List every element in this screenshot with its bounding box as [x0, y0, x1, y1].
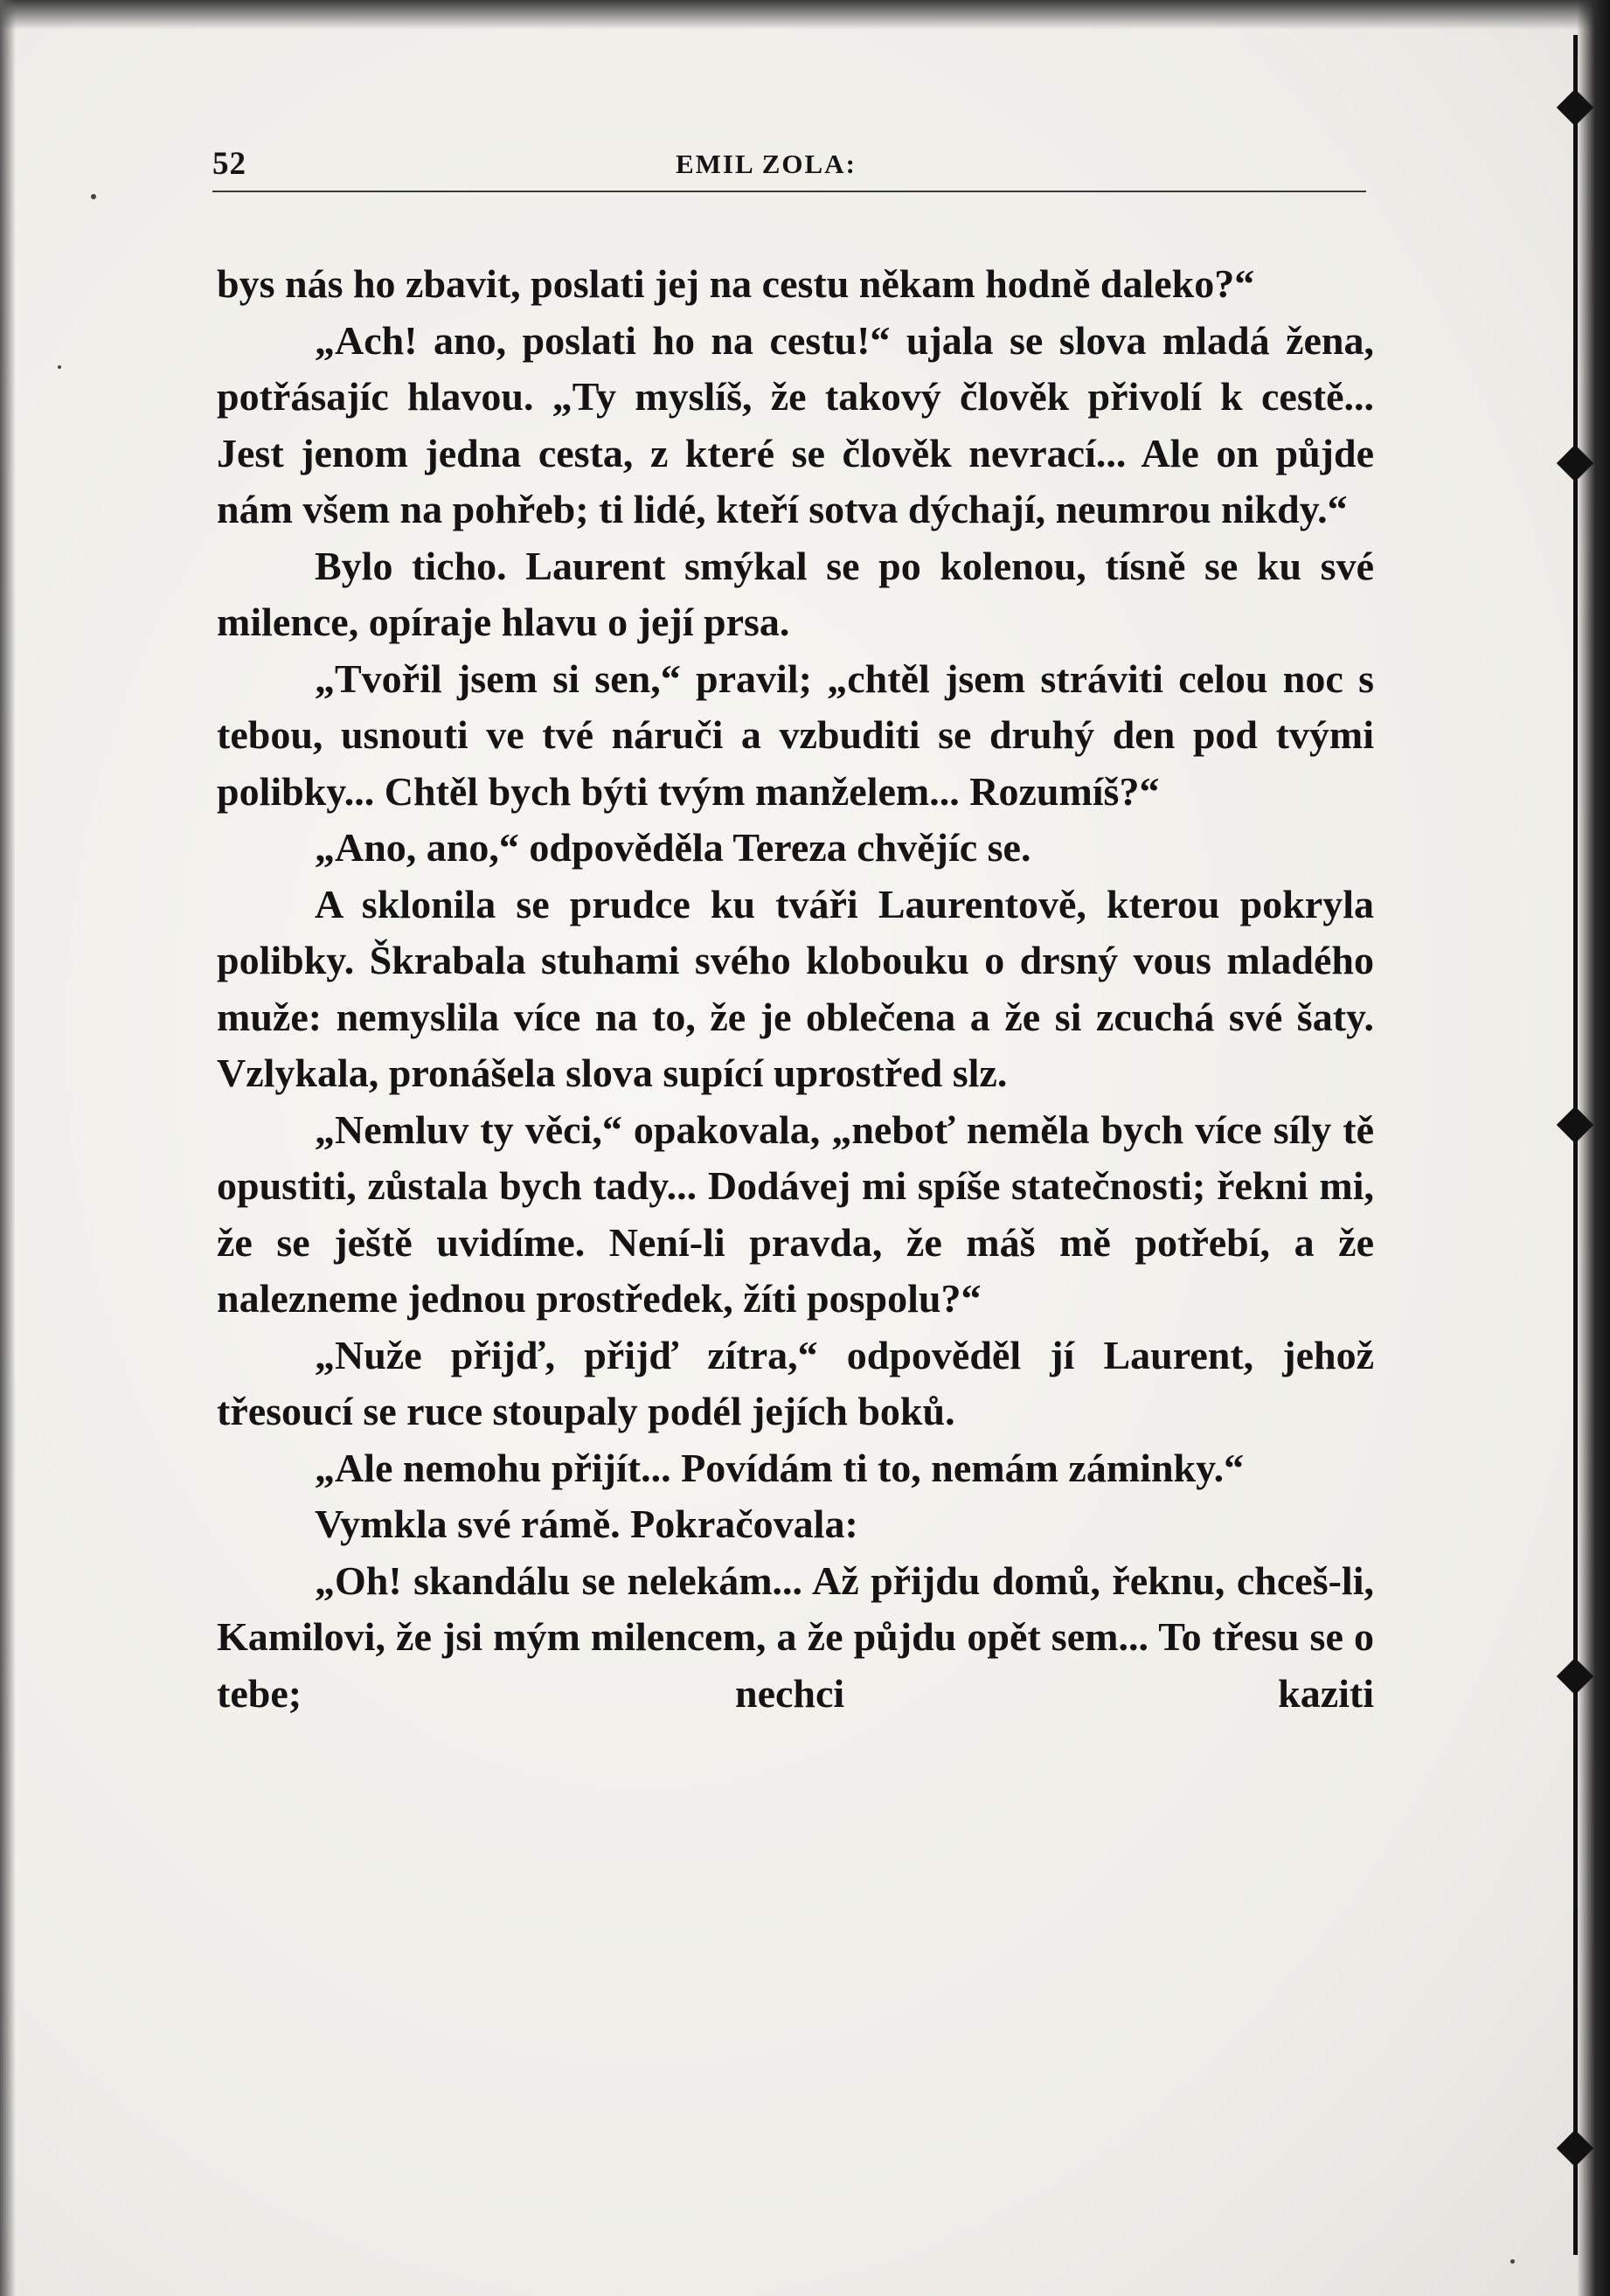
paragraph: Bylo ticho. Laurent smýkal se po kolenou, tísně se ku své milence, opíraje hlavu o její prsa. [217, 543, 1374, 644]
running-head: EMIL ZOLA: [676, 149, 857, 179]
paragraph: „Ach! ano, poslati ho na cestu!“ ujala se slova mladá žena, potřásajíc hlavou. „Ty myslíš, že takový člověk přivolí k cestě... Jest jenom jedna cesta, z které se člověk nevrací... Ale on půjde nám všem na pohřeb; ti lidé, kteří sotva dýchají, neumrou nikdy.“ [217, 317, 1374, 531]
paragraph: „Tvořil jsem si sen,“ pravil; „chtěl jsem stráviti celou noc s tebou, usnouti ve tvé náruči a vzbuditi se druhý den pod tvými polibky... Chtěl bych býti tvým manželem... Rozumíš?“ [217, 656, 1374, 814]
paragraph: „Nuže přijď, přijď zítra,“ odpověděl jí Laurent, jehož třesoucí se ruce stoupaly podél jejích boků. [217, 1332, 1374, 1433]
binding-spine [1573, 35, 1578, 2255]
paragraph: „Nemluv ty věci,“ opakovala, „neboť neměla bych více síly tě opustiti, zůstala bych tady... Dodávej mi spíše statečnosti; řekni mi, že se ještě uvidíme. Není-li pravda, že máš mě potřebí, a že nalezneme jednou prostředek, žíti pospolu?“ [217, 1106, 1374, 1321]
paper-speck [1510, 2259, 1515, 2264]
page-header [212, 145, 1366, 198]
body-text [217, 256, 1374, 1722]
paper-speck [91, 194, 96, 199]
header-rule [212, 191, 1366, 192]
paragraph: „Ano, ano,“ odpověděla Tereza chvějíc se. [315, 825, 1031, 870]
scan-edge-top [0, 0, 1610, 30]
paragraph: Vymkla své rámě. Pokračovala: [315, 1502, 858, 1546]
paragraph: „Oh! skandálu se nelekám... Až přijdu domů, řeknu, chceš-li, Kamilovi, že jsi mým milencem, a že půjdu opět sem... To třesu se o tebe; nechci kaziti [217, 1557, 1374, 1716]
paragraph: A sklonila se prudce ku tváři Laurentově, kterou pokryla polibky. Škrabala stuhami svého klobouku o drsný vous mladého muže: nemyslila více na to, že je oblečena a že si zcuchá své šaty. Vzlykala, pronášela slova supící uprostřed slz. [217, 881, 1374, 1095]
scan-edge-right [1577, 0, 1610, 2296]
paper-speck [58, 365, 61, 369]
paragraph: „Ale nemohu přijít... Povídám ti to, nemám záminky.“ [315, 1445, 1245, 1490]
paragraph: bys nás ho zbavit, poslati jej na cestu někam hodně daleko?“ [217, 261, 1255, 306]
scan-edge-left [0, 0, 16, 2296]
page-number: 52 [212, 146, 246, 182]
